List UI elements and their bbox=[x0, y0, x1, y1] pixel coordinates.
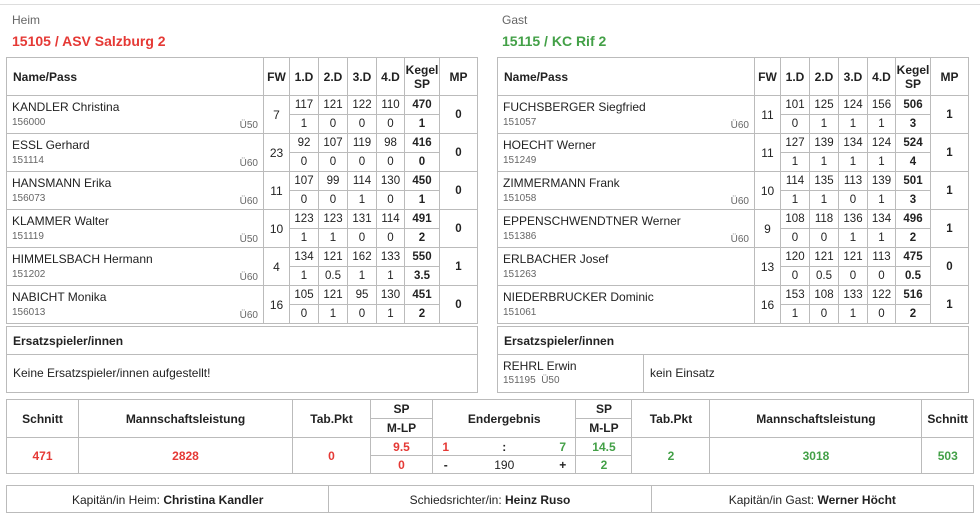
guest-subs-title: Ersatzspieler/innen bbox=[498, 327, 968, 355]
col-d4-header: 4.D bbox=[868, 58, 896, 96]
player-cell bbox=[7, 286, 264, 324]
guest-sub-name[interactable]: REHRL Erwin bbox=[503, 359, 577, 373]
end-diff: 190 bbox=[459, 456, 550, 474]
lane-points: 1 bbox=[377, 305, 405, 324]
kegel-label: Kegel bbox=[405, 62, 439, 77]
lane-points: 0 bbox=[348, 229, 377, 248]
home-team-name[interactable]: 15105 / ASV Salzburg 2 bbox=[12, 33, 166, 49]
player-fw: 16 bbox=[755, 286, 781, 324]
player-fw: 11 bbox=[264, 172, 290, 210]
player-class: Ü50 bbox=[239, 234, 258, 245]
captain-home bbox=[7, 486, 329, 512]
player-pass: 151386 bbox=[503, 231, 537, 242]
player-fw: 7 bbox=[264, 96, 290, 134]
guest-sub-player bbox=[498, 355, 644, 392]
guest-label: Gast bbox=[502, 13, 528, 27]
lane-points: 1 bbox=[348, 267, 377, 286]
end-minus: - bbox=[433, 456, 459, 474]
lane-score: 121 bbox=[839, 248, 868, 267]
lane-score: 121 bbox=[319, 248, 348, 267]
player-name[interactable]: KANDLER Christina bbox=[12, 100, 120, 114]
lane-score: 107 bbox=[319, 134, 348, 153]
lane-points: 1 bbox=[781, 305, 810, 324]
home-mannschaftsleistung: 2828 bbox=[79, 438, 293, 474]
lane-points: 0 bbox=[377, 115, 405, 134]
lane-score: 162 bbox=[348, 248, 377, 267]
sp-total: 0 bbox=[405, 153, 440, 172]
lane-points: 1 bbox=[319, 229, 348, 248]
lane-score: 156 bbox=[868, 96, 896, 115]
lane-score: 110 bbox=[377, 96, 405, 115]
lane-points: 0 bbox=[319, 153, 348, 172]
player-fw: 16 bbox=[264, 286, 290, 324]
player-class: Ü60 bbox=[239, 158, 258, 169]
lane-score: 105 bbox=[290, 286, 319, 305]
player-name[interactable]: FUCHSBERGER Siegfried bbox=[503, 100, 646, 114]
sp-total: 2 bbox=[896, 305, 931, 324]
lane-points: 0 bbox=[868, 305, 896, 324]
player-row bbox=[498, 286, 969, 305]
player-mp: 1 bbox=[931, 134, 969, 172]
player-mp: 1 bbox=[931, 210, 969, 248]
player-fw: 13 bbox=[755, 248, 781, 286]
player-cell bbox=[498, 172, 755, 210]
kegel-total: 475 bbox=[896, 248, 931, 267]
player-name[interactable]: EPPENSCHWENDTNER Werner bbox=[503, 214, 681, 228]
player-class: Ü60 bbox=[730, 120, 749, 131]
lane-score: 130 bbox=[377, 172, 405, 191]
player-mp: 1 bbox=[931, 172, 969, 210]
col-d3-header: 3.D bbox=[348, 58, 377, 96]
summary-table bbox=[6, 399, 974, 474]
player-name[interactable]: HIMMELSBACH Hermann bbox=[12, 252, 153, 266]
lane-points: 1 bbox=[839, 229, 868, 248]
player-row bbox=[7, 210, 478, 229]
player-pass: 151114 bbox=[12, 155, 44, 166]
player-pass: 151119 bbox=[12, 231, 44, 242]
lane-score: 153 bbox=[781, 286, 810, 305]
player-cell bbox=[498, 248, 755, 286]
lane-score: 124 bbox=[868, 134, 896, 153]
player-row bbox=[498, 248, 969, 267]
lane-score: 122 bbox=[348, 96, 377, 115]
lane-points: 1 bbox=[868, 191, 896, 210]
lane-points: 1 bbox=[810, 191, 839, 210]
player-fw: 9 bbox=[755, 210, 781, 248]
end-home: 1 bbox=[433, 438, 459, 456]
sp-total: 3 bbox=[896, 191, 931, 210]
sp-total: 3.5 bbox=[405, 267, 440, 286]
lane-score: 113 bbox=[839, 172, 868, 191]
sp-total: 4 bbox=[896, 153, 931, 172]
home-tabpkt: 0 bbox=[293, 438, 371, 474]
player-mp: 1 bbox=[931, 96, 969, 134]
player-fw: 4 bbox=[264, 248, 290, 286]
lane-points: 0 bbox=[348, 153, 377, 172]
player-class: Ü50 bbox=[239, 120, 258, 131]
lane-points: 1 bbox=[781, 191, 810, 210]
home-tabpkt-header: Tab.Pkt bbox=[293, 400, 371, 438]
lane-points: 1 bbox=[868, 115, 896, 134]
player-class: Ü60 bbox=[730, 196, 749, 207]
col-d1-header: 1.D bbox=[290, 58, 319, 96]
captain-home-label: Kapitän/in Heim: bbox=[71, 493, 160, 507]
lane-score: 108 bbox=[781, 210, 810, 229]
guest-tabpkt-header: Tab.Pkt bbox=[632, 400, 710, 438]
lane-points: 0 bbox=[781, 267, 810, 286]
player-class: Ü60 bbox=[239, 310, 258, 321]
lane-score: 114 bbox=[348, 172, 377, 191]
lane-points: 0 bbox=[290, 191, 319, 210]
player-fw: 11 bbox=[755, 134, 781, 172]
player-pass: 151058 bbox=[503, 193, 537, 204]
home-player-table bbox=[6, 57, 478, 324]
kegel-total: 501 bbox=[896, 172, 931, 191]
lane-points: 1 bbox=[839, 305, 868, 324]
player-mp: 0 bbox=[440, 286, 478, 324]
col-mp-header: MP bbox=[440, 58, 478, 96]
guest-substitutes bbox=[497, 326, 969, 393]
col-mp-header: MP bbox=[931, 58, 969, 96]
guest-sp-total: 14.5 bbox=[576, 438, 632, 456]
captain-guest bbox=[652, 486, 973, 512]
col-fw-header: FW bbox=[264, 58, 290, 96]
lane-points: 0 bbox=[319, 191, 348, 210]
home-sp-header: SP bbox=[371, 400, 433, 419]
end-plus: + bbox=[550, 456, 576, 474]
lane-score: 133 bbox=[839, 286, 868, 305]
player-mp: 0 bbox=[440, 210, 478, 248]
player-row bbox=[7, 248, 478, 267]
lane-score: 136 bbox=[839, 210, 868, 229]
player-row bbox=[7, 172, 478, 191]
lane-score: 124 bbox=[839, 96, 868, 115]
lane-score: 118 bbox=[810, 210, 839, 229]
home-team-header bbox=[12, 13, 166, 49]
lane-points: 0 bbox=[781, 115, 810, 134]
guest-mannschaft-header: Mannschaftsleistung bbox=[710, 400, 922, 438]
player-cell bbox=[7, 210, 264, 248]
lane-points: 1 bbox=[290, 267, 319, 286]
lane-points: 1 bbox=[810, 153, 839, 172]
col-kegel-header bbox=[405, 58, 440, 96]
guest-schnitt-header: Schnitt bbox=[922, 400, 974, 438]
player-cell bbox=[7, 248, 264, 286]
guest-team-name[interactable]: 15115 / KC Rif 2 bbox=[502, 33, 607, 49]
player-name[interactable]: HOECHT Werner bbox=[503, 138, 596, 152]
guest-team-header bbox=[502, 13, 606, 49]
player-cell bbox=[7, 134, 264, 172]
player-mp: 0 bbox=[440, 172, 478, 210]
player-cell bbox=[7, 96, 264, 134]
player-row bbox=[498, 134, 969, 153]
lane-points: 1 bbox=[781, 153, 810, 172]
player-fw: 23 bbox=[264, 134, 290, 172]
lane-points: 1 bbox=[319, 305, 348, 324]
lane-points: 0 bbox=[377, 153, 405, 172]
lane-score: 139 bbox=[868, 172, 896, 191]
lane-points: 0 bbox=[839, 191, 868, 210]
top-divider bbox=[0, 4, 980, 5]
guest-mlp-header: M-LP bbox=[576, 419, 632, 438]
lane-score: 134 bbox=[839, 134, 868, 153]
lane-score: 127 bbox=[781, 134, 810, 153]
kegel-total: 450 bbox=[405, 172, 440, 191]
player-name[interactable]: ERLBACHER Josef bbox=[503, 252, 609, 266]
player-name[interactable]: NABICHT Monika bbox=[12, 290, 107, 304]
match-officials bbox=[6, 485, 974, 513]
player-cell bbox=[498, 96, 755, 134]
lane-score: 114 bbox=[377, 210, 405, 229]
lane-points: 1 bbox=[377, 267, 405, 286]
lane-score: 134 bbox=[868, 210, 896, 229]
kegel-total: 416 bbox=[405, 134, 440, 153]
lane-score: 108 bbox=[810, 286, 839, 305]
end-guest: 7 bbox=[550, 438, 576, 456]
guest-schnitt: 503 bbox=[922, 438, 974, 474]
lane-score: 114 bbox=[781, 172, 810, 191]
referee bbox=[329, 486, 651, 512]
lane-points: 1 bbox=[868, 229, 896, 248]
player-row bbox=[7, 286, 478, 305]
sp-total: 3 bbox=[896, 115, 931, 134]
home-schnitt: 471 bbox=[7, 438, 79, 474]
kegel-total: 496 bbox=[896, 210, 931, 229]
kegel-total: 470 bbox=[405, 96, 440, 115]
kegel-label: Kegel bbox=[896, 62, 930, 77]
player-mp: 0 bbox=[931, 248, 969, 286]
guest-sub-row bbox=[498, 355, 968, 392]
guest-sub-class: Ü50 bbox=[541, 375, 560, 386]
player-pass: 151202 bbox=[12, 269, 46, 280]
lane-score: 133 bbox=[377, 248, 405, 267]
col-name-header: Name/Pass bbox=[498, 58, 755, 96]
kegel-total: 516 bbox=[896, 286, 931, 305]
player-pass: 156013 bbox=[12, 307, 46, 318]
lane-score: 130 bbox=[377, 286, 405, 305]
lane-score: 125 bbox=[810, 96, 839, 115]
header-row bbox=[498, 58, 969, 96]
player-name[interactable]: ESSL Gerhard bbox=[12, 138, 90, 152]
home-mannschaft-header: Mannschaftsleistung bbox=[79, 400, 293, 438]
col-kegel-header bbox=[896, 58, 931, 96]
player-row bbox=[498, 172, 969, 191]
lane-score: 119 bbox=[348, 134, 377, 153]
lane-points: 0 bbox=[377, 191, 405, 210]
player-cell bbox=[498, 210, 755, 248]
player-name[interactable]: KLAMMER Walter bbox=[12, 214, 109, 228]
sp-total: 0.5 bbox=[896, 267, 931, 286]
lane-score: 121 bbox=[810, 248, 839, 267]
player-fw: 11 bbox=[755, 96, 781, 134]
lane-points: 0 bbox=[290, 153, 319, 172]
lane-score: 107 bbox=[290, 172, 319, 191]
captain-home-name: Christina Kandler bbox=[163, 493, 264, 507]
kegel-total: 524 bbox=[896, 134, 931, 153]
lane-points: 1 bbox=[839, 153, 868, 172]
guest-sub-status: kein Einsatz bbox=[650, 366, 715, 380]
referee-label: Schiedsrichter/in: bbox=[409, 493, 502, 507]
lane-points: 0.5 bbox=[810, 267, 839, 286]
lane-score: 135 bbox=[810, 172, 839, 191]
sp-label: SP bbox=[413, 76, 430, 91]
lane-points: 0 bbox=[810, 305, 839, 324]
lane-points: 1 bbox=[290, 115, 319, 134]
lane-points: 0 bbox=[781, 229, 810, 248]
home-sp-total: 9.5 bbox=[371, 438, 433, 456]
sp-total: 1 bbox=[405, 191, 440, 210]
player-pass: 156073 bbox=[12, 193, 46, 204]
lane-points: 0 bbox=[810, 229, 839, 248]
player-name[interactable]: NIEDERBRUCKER Dominic bbox=[503, 290, 654, 304]
lane-score: 131 bbox=[348, 210, 377, 229]
player-mp: 0 bbox=[440, 96, 478, 134]
lane-score: 101 bbox=[781, 96, 810, 115]
player-row bbox=[7, 96, 478, 115]
lane-score: 121 bbox=[319, 286, 348, 305]
player-fw: 10 bbox=[264, 210, 290, 248]
kegel-total: 550 bbox=[405, 248, 440, 267]
lane-score: 117 bbox=[290, 96, 319, 115]
lane-points: 1 bbox=[868, 153, 896, 172]
col-d2-header: 2.D bbox=[319, 58, 348, 96]
player-pass: 156000 bbox=[12, 117, 46, 128]
lane-score: 123 bbox=[290, 210, 319, 229]
lane-score: 134 bbox=[290, 248, 319, 267]
player-cell bbox=[7, 172, 264, 210]
player-row bbox=[498, 210, 969, 229]
player-row bbox=[7, 134, 478, 153]
lane-points: 1 bbox=[839, 115, 868, 134]
player-name[interactable]: HANSMANN Erika bbox=[12, 176, 112, 190]
lane-score: 139 bbox=[810, 134, 839, 153]
kegel-total: 491 bbox=[405, 210, 440, 229]
sp-label: SP bbox=[904, 76, 921, 91]
endergebnis-header: Endergebnis bbox=[433, 400, 576, 438]
lane-points: 0 bbox=[868, 267, 896, 286]
col-fw-header: FW bbox=[755, 58, 781, 96]
player-pass: 151263 bbox=[503, 269, 537, 280]
lane-score: 98 bbox=[377, 134, 405, 153]
player-row bbox=[498, 96, 969, 115]
lane-score: 92 bbox=[290, 134, 319, 153]
player-class: Ü60 bbox=[730, 234, 749, 245]
lane-points: 0.5 bbox=[319, 267, 348, 286]
lane-points: 0 bbox=[348, 305, 377, 324]
guest-mlp: 2 bbox=[576, 456, 632, 474]
end-separator: : bbox=[459, 438, 550, 456]
home-substitutes bbox=[6, 326, 478, 393]
col-d1-header: 1.D bbox=[781, 58, 810, 96]
col-d3-header: 3.D bbox=[839, 58, 868, 96]
player-mp: 1 bbox=[440, 248, 478, 286]
captain-guest-name: Werner Höcht bbox=[817, 493, 896, 507]
lane-points: 0 bbox=[290, 305, 319, 324]
lane-points: 0 bbox=[319, 115, 348, 134]
player-mp: 1 bbox=[931, 286, 969, 324]
col-name-header: Name/Pass bbox=[7, 58, 264, 96]
lane-score: 122 bbox=[868, 286, 896, 305]
player-cell bbox=[498, 134, 755, 172]
lane-score: 113 bbox=[868, 248, 896, 267]
lane-points: 1 bbox=[810, 115, 839, 134]
captain-guest-label: Kapitän/in Gast: bbox=[728, 493, 815, 507]
lane-points: 0 bbox=[839, 267, 868, 286]
lane-score: 95 bbox=[348, 286, 377, 305]
lane-points: 1 bbox=[348, 191, 377, 210]
col-d4-header: 4.D bbox=[377, 58, 405, 96]
lane-points: 0 bbox=[348, 115, 377, 134]
player-pass: 151061 bbox=[503, 307, 537, 318]
lane-score: 123 bbox=[319, 210, 348, 229]
player-pass: 151057 bbox=[503, 117, 537, 128]
home-mlp: 0 bbox=[371, 456, 433, 474]
header-row bbox=[7, 58, 478, 96]
home-label: Heim bbox=[12, 13, 41, 27]
guest-sub-pass: 151195 bbox=[503, 375, 536, 386]
lane-score: 99 bbox=[319, 172, 348, 191]
kegel-total: 506 bbox=[896, 96, 931, 115]
lane-score: 121 bbox=[319, 96, 348, 115]
guest-tabpkt: 2 bbox=[632, 438, 710, 474]
sp-total: 2 bbox=[896, 229, 931, 248]
player-mp: 0 bbox=[440, 134, 478, 172]
guest-sp-header: SP bbox=[576, 400, 632, 419]
guest-player-table bbox=[497, 57, 969, 324]
home-subs-title: Ersatzspieler/innen bbox=[7, 327, 477, 355]
home-subs-text: Keine Ersatzspieler/innen aufgestellt! bbox=[13, 366, 211, 380]
player-fw: 10 bbox=[755, 172, 781, 210]
guest-mannschaftsleistung: 3018 bbox=[710, 438, 922, 474]
home-mlp-header: M-LP bbox=[371, 419, 433, 438]
home-schnitt-header: Schnitt bbox=[7, 400, 79, 438]
referee-name: Heinz Ruso bbox=[505, 493, 571, 507]
col-d2-header: 2.D bbox=[810, 58, 839, 96]
lane-points: 0 bbox=[377, 229, 405, 248]
player-name[interactable]: ZIMMERMANN Frank bbox=[503, 176, 620, 190]
sp-total: 2 bbox=[405, 305, 440, 324]
sp-total: 1 bbox=[405, 115, 440, 134]
sp-total: 2 bbox=[405, 229, 440, 248]
player-class: Ü60 bbox=[239, 196, 258, 207]
player-class: Ü60 bbox=[239, 272, 258, 283]
lane-score: 120 bbox=[781, 248, 810, 267]
player-cell bbox=[498, 286, 755, 324]
lane-points: 1 bbox=[290, 229, 319, 248]
player-pass: 151249 bbox=[503, 155, 537, 166]
kegel-total: 451 bbox=[405, 286, 440, 305]
